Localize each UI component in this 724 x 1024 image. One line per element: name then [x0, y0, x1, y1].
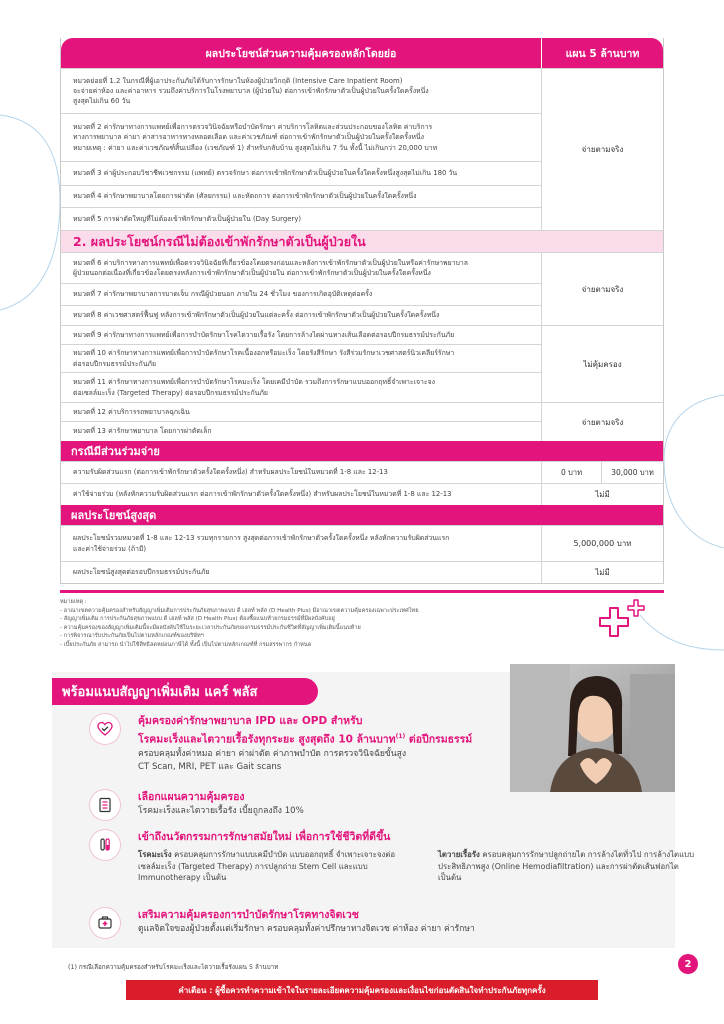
row-text-line: และค่าใช้จ่ายร่วม (ถ้ามี) [73, 544, 147, 553]
note-line: - การพิจารณารับประกันภัยเป็นไปตามหลักเกณฑ์ของบริษัทฯ [60, 633, 204, 639]
test-tube-icon [90, 830, 120, 860]
benefit-row [61, 185, 541, 207]
row-text: หมวดที่ 9 ค่ารักษาทางการแพทย์เพื่อการบำบัดรักษาโรคไตวายเรื้อรัง โดยการล้างไตผ่านทางเส้นเลือดต่อรอบปีกรมธรรม์ประกันภัย [73, 330, 455, 339]
row-text [61, 526, 541, 561]
feature-subtitle: โรคมะเร็งและไตวายเรื้อรัง เบี้ยถูกลงถึง 10% [138, 806, 304, 816]
benefit-row [61, 253, 541, 283]
section2-title: 2. ผลประโยชน์กรณีไม่ต้องเข้าพักรักษาตัวเป็นผู้ป่วยใน [61, 230, 663, 252]
benefit-row [61, 326, 541, 344]
woman-heart-photo [510, 664, 675, 792]
copay-row [61, 483, 663, 505]
group1-value: จ่ายตามจริง [541, 69, 663, 230]
row-text: ต่อรอบปีกรมธรรม์ประกันภัย [73, 359, 157, 368]
footnote: (1) กรณีเลือกความคุ้มครองสำหรับโรคมะเร็งและไตวายเรื้อรังแผน 5 ล้านบาท [68, 964, 279, 971]
row-text: จะจ่ายค่าห้อง และค่าอาหาร รวมถึงค่าบริการในโรงพยาบาล (ผู้ป่วยใน) ต่อการเข้าพักรักษาตัวเป็นผู้ป่วยในครั้งใดครั้งหนึ่ง [73, 86, 429, 95]
kidney-column [438, 849, 698, 884]
feature-mental-health [90, 908, 475, 938]
row-text: หมวดที่ 3 ค่าผู้ประกอบวิชาชีพเวชกรรม (แพทย์) ตรวจรักษา ต่อการเข้าพักรักษาตัวเป็นผู้ป่วยในครั้งใดครั้งหนึ่งสูงสุดไม่เกิน 180 วัน [73, 169, 458, 178]
feature-title-line [138, 729, 472, 748]
feature-subtitle: ดูแลจิตใจของผู้ป่วยตั้งแต่เริ่มรักษา ครอบคลุมทั้งค่าปรึกษาทางจิตเวช ค่าห้อง ค่ายา ค่ารักษา [138, 924, 475, 934]
benefit-row [61, 113, 541, 161]
row-text: หมวดที่ 7 ค่ารักษาพยาบาลการบาดเจ็บ กรณีผู้ป่วยนอก ภายใน 24 ชั่วโมง ของการเกิดอุบัติเหตุต่อครั้ง [73, 290, 373, 299]
copay-value-a: 0 บาท [541, 462, 601, 483]
document-list-icon [90, 790, 120, 820]
max-row [61, 561, 663, 583]
copay-row [61, 461, 663, 483]
note-line: - สัญญาเพิ่มเติม การประกันภัยสุขภาพแบบ ดี เฮลท์ พลัส (D Health Plus) ต้องซื้อแนบท้ายกรมธรรม์ที่มีผลบังคับอยู่ [60, 616, 335, 622]
row-text: ผู้ป่วยนอกต่อเนื่องที่เกี่ยวข้องโดยตรงหลังการเข้าพักรักษาตัวเป็นผู้ป่วยใน ต่อการเข้าพักรักษาตัวเป็นผู้ป่วยในครั้งใดครั้งหนึ่ง [73, 269, 431, 277]
benefit-group-4 [61, 402, 663, 441]
benefit-group-3 [61, 325, 663, 402]
copay-title: กรณีมีส่วนร่วมจ่าย [61, 441, 663, 461]
row-text: หมวดที่ 2 ค่ารักษาทางการแพทย์เพื่อการตรวจวินิจฉัยหรือบำบัดรักษา ค่าบริการโลหิตและส่วนประกอบของโลหิต ค่าบริการ [73, 123, 433, 132]
footnote-marker: (1) [395, 733, 406, 740]
group2-value: จ่ายตามจริง [541, 253, 663, 325]
benefit-row [61, 69, 541, 113]
max-value: 5,000,000 บาท [541, 526, 663, 561]
notes-title: หมายเหตุ : [60, 599, 87, 605]
care-plus-title: พร้อมแนบสัญญาเพิ่มเติม แคร์ พลัส [52, 678, 318, 705]
feature-title: เข้าถึงนวัตกรรมการรักษาสมัยใหม่ เพื่อการใช้ชีวิตที่ดีขึ้น [138, 831, 391, 843]
row-text: หมวดที่ 4 ค่ารักษาพยาบาลโดยการผ่าตัด (ศัลยกรรม) และหัตถการ ต่อการเข้าพักรักษาตัวเป็นผู้ป่วยในครั้งใดครั้งหนึ่ง [73, 192, 417, 201]
row-text: หมวดที่ 6 ค่าบริการทางการแพทย์เพื่อตรวจวินิจฉัยที่เกี่ยวข้องโดยตรงก่อนและหลังการเข้าพักรักษาตัวเป็นผู้ป่วยในหรือค่ารักษาพยาบาล [73, 258, 468, 267]
feature-subtitle: ครอบคลุมทั้งค่าหมอ ค่ายา ค่าผ่าตัด ค่าภาพบำบัด การตรวจวินิจฉัยขั้นสูง [138, 748, 407, 759]
benefit-row [61, 283, 541, 305]
benefit-row [61, 305, 541, 325]
group4-value: จ่ายตามจริง [541, 403, 663, 441]
note-line: - เบี้ยประกันภัย สามารถ นำไปใช้สิทธิลดหย่อนภาษีได้ ทั้งนี้ เป็นไปตามหลักเกณฑ์ที่ กรมสรรพากร กำหนด [60, 641, 312, 648]
max-row [61, 525, 663, 561]
feature-plan-choice [90, 790, 304, 820]
feature-columns [138, 849, 698, 884]
notes [60, 598, 600, 649]
max-title: ผลประโยชน์สูงสุด [61, 505, 663, 525]
medical-kit-icon [90, 908, 120, 938]
table-bottom-bar [60, 590, 664, 593]
row-text: ต่อเซลล์มะเร็ง (Targeted Therapy) ต่อรอบปีกรมธรรม์ประกันภัย [73, 388, 268, 397]
row-text: หมวดที่ 13 ค่ารักษาพยาบาล โดยการผ่าตัดเล็ก [73, 427, 212, 436]
max-value: ไม่มี [541, 562, 663, 583]
row-text: ทางการพยาบาล ค่ายา ค่าสารอาหารทางหลอดเลือด และค่าเวชภัณฑ์ ต่อการเข้าพักรักษาตัวเป็นผู้ป่วยในครั้งใดครั้งหนึ่ง [73, 133, 424, 142]
benefit-table [60, 38, 664, 584]
benefit-row [61, 403, 541, 421]
feature-title: เลือกแผนความคุ้มครอง [138, 791, 245, 803]
row-text: ค่าใช้จ่ายร่วม (หลังหักความรับผิดส่วนแรก ต่อการเข้าพักรักษาตัวครั้งใดครั้งหนึ่ง) สำหรับผลประโยชน์ในหมวดที่ 1-8 และ 12-13 [73, 490, 452, 499]
header-plan: แผน 5 ล้านบาท [541, 38, 663, 68]
row-text: หมวดที่ 11 ค่ารักษาทางการแพทย์เพื่อการบำบัดรักษาโรคมะเร็ง โดยเคมีบำบัด รวมถึงการรักษาแบบออกฤทธิ์จำเพาะเจาะจง [73, 378, 435, 387]
header-benefit: ผลประโยชน์ส่วนความคุ้มครองหลักโดยย่อ [61, 38, 541, 68]
column-text: ครอบคลุมการรักษาปลูกถ่ายไต การล้างไตทั่วไป การล้างไตแบบประสิทธิภาพสูง (Online Hemodiafiltration) และการผ่าตัดเส้นฟอกไต เป็นต้น [438, 850, 695, 882]
group3-value: ไม่คุ้มครอง [541, 326, 663, 402]
table-header [61, 38, 663, 68]
feature-coverage [90, 714, 472, 774]
row-text: หมวดที่ 8 ค่าเวชศาสตร์ฟื้นฟู หลังการเข้าพักรักษาตัวเป็นผู้ป่วยในแต่ละครั้ง ต่อการเข้าพักรักษาตัวเป็นผู้ป่วยในครั้งใดครั้งหนึ่ง [73, 311, 440, 320]
feature-title: เสริมความคุ้มครองการบำบัดรักษาโรคทางจิตเวช [138, 909, 359, 921]
heart-check-icon [90, 714, 120, 744]
benefit-group-1 [61, 68, 663, 230]
row-text: หมายเหตุ : ค่ายา และค่าเวชภัณฑ์สิ้นเปลือง (เวชภัณฑ์ 1) สำหรับกลับบ้าน สูงสุดไม่เกิน 7 วัน ทั้งนี้ ไม่เกินกว่า 20,000 บาท [73, 143, 438, 152]
note-line: - อาณาเขตความคุ้มครองสำหรับสัญญาเพิ่มเติมการประกันภัยสุขภาพแบบ ดี เฮลท์ พลัส (D Health Plus) มีอาณาเขตความคุ้มครองเฉพาะประเทศไทย [60, 607, 419, 614]
feature-innovation [90, 830, 698, 884]
benefit-row [61, 161, 541, 185]
row-text: หมวดที่ 10 ค่ารักษาทางการแพทย์เพื่อการบำบัดรักษาโรคเนื้องอกหรือมะเร็ง โดยรังสีรักษา รังสีร่วมรักษาเวชศาสตร์นิวเคลียร์รักษา [73, 349, 455, 358]
row-text: ผลประโยชน์สูงสุดต่อรอบปีกรมธรรม์ประกันภัย [73, 568, 210, 577]
row-text: หมวดที่ 5 การผ่าตัดใหญ่ที่ไม่ต้องเข้าพักรักษาตัวเป็นผู้ป่วยใน (Day Surgery) [73, 214, 302, 223]
row-text: หมวดที่ 12 ค่าบริการรถพยาบาลฉุกเฉิน [73, 407, 190, 416]
cancer-column [138, 849, 398, 884]
benefit-row [61, 372, 541, 402]
row-text-line: ผลประโยชน์รวมหมวดที่ 1-8 และ 12-13 รวมทุกรายการ สูงสุดต่อการเข้าพักรักษาตัวครั้งใดครั้งหนึ่ง หลังหักความรับผิดส่วนแรก [73, 534, 450, 543]
benefit-row [61, 421, 541, 441]
column-label: ไตวายเรื้อรัง [438, 850, 480, 859]
feature-title-part: โรคมะเร็งและไตวายเรื้อรังทุกระยะ สูงสุดถึง 10 ล้านบาท [138, 733, 396, 746]
feature-subtitle: CT Scan, MRI, PET และ Gait scans [138, 761, 282, 772]
benefit-group-2 [61, 252, 663, 325]
column-text: ครอบคลุมการรักษาแบบเคมีบำบัด แบบออกฤทธิ์ จำเพาะเจาะจงต่อเซลล์มะเร็ง (Targeted Therapy) การปลูกถ่าย Stem Cell และแบบ Immunotherapy เป็นต้น [138, 850, 396, 882]
column-label: โรคมะเร็ง [138, 850, 172, 859]
row-text: หมวดย่อยที่ 1.2 ในกรณีที่ผู้เอาประกันภัยได้รับการรักษาในห้องผู้ป่วยวิกฤติ (Intensive Care Inpatient Room) [73, 76, 403, 85]
feature-title: คุ้มครองค่ารักษาพยาบาล IPD และ OPD สำหรับ [138, 715, 363, 727]
copay-value: ไม่มี [541, 484, 663, 505]
row-text: สูงสุดไม่เกิน 60 วัน [73, 97, 131, 106]
benefit-row [61, 207, 541, 230]
warning-banner: คำเตือน : ผู้ซื้อควรทำความเข้าใจในรายละเอียดความคุ้มครองและเงื่อนไขก่อนตัดสินใจทำประกันภัยทุกครั้ง [126, 980, 598, 1000]
feature-title-part: ต่อปีกรมธรรม์ [405, 733, 473, 746]
page-number: 2 [678, 954, 698, 974]
note-line: - ความคุ้มครองของสัญญาเพิ่มเติมนี้จะมีผลบังคับใช้ในระยะเวลาประกันภัยของกรมธรรม์ประกันชีวิตที่สัญญาเพิ่มเติมนี้แนบท้าย [60, 624, 361, 631]
benefit-row [61, 344, 541, 372]
row-text: ความรับผิดส่วนแรก (ต่อการเข้าพักรักษาตัวครั้งใดครั้งหนึ่ง) สำหรับผลประโยชน์ในหมวดที่ 1-8 และ 12-13 [73, 468, 388, 477]
copay-value-b: 30,000 บาท [601, 462, 663, 483]
